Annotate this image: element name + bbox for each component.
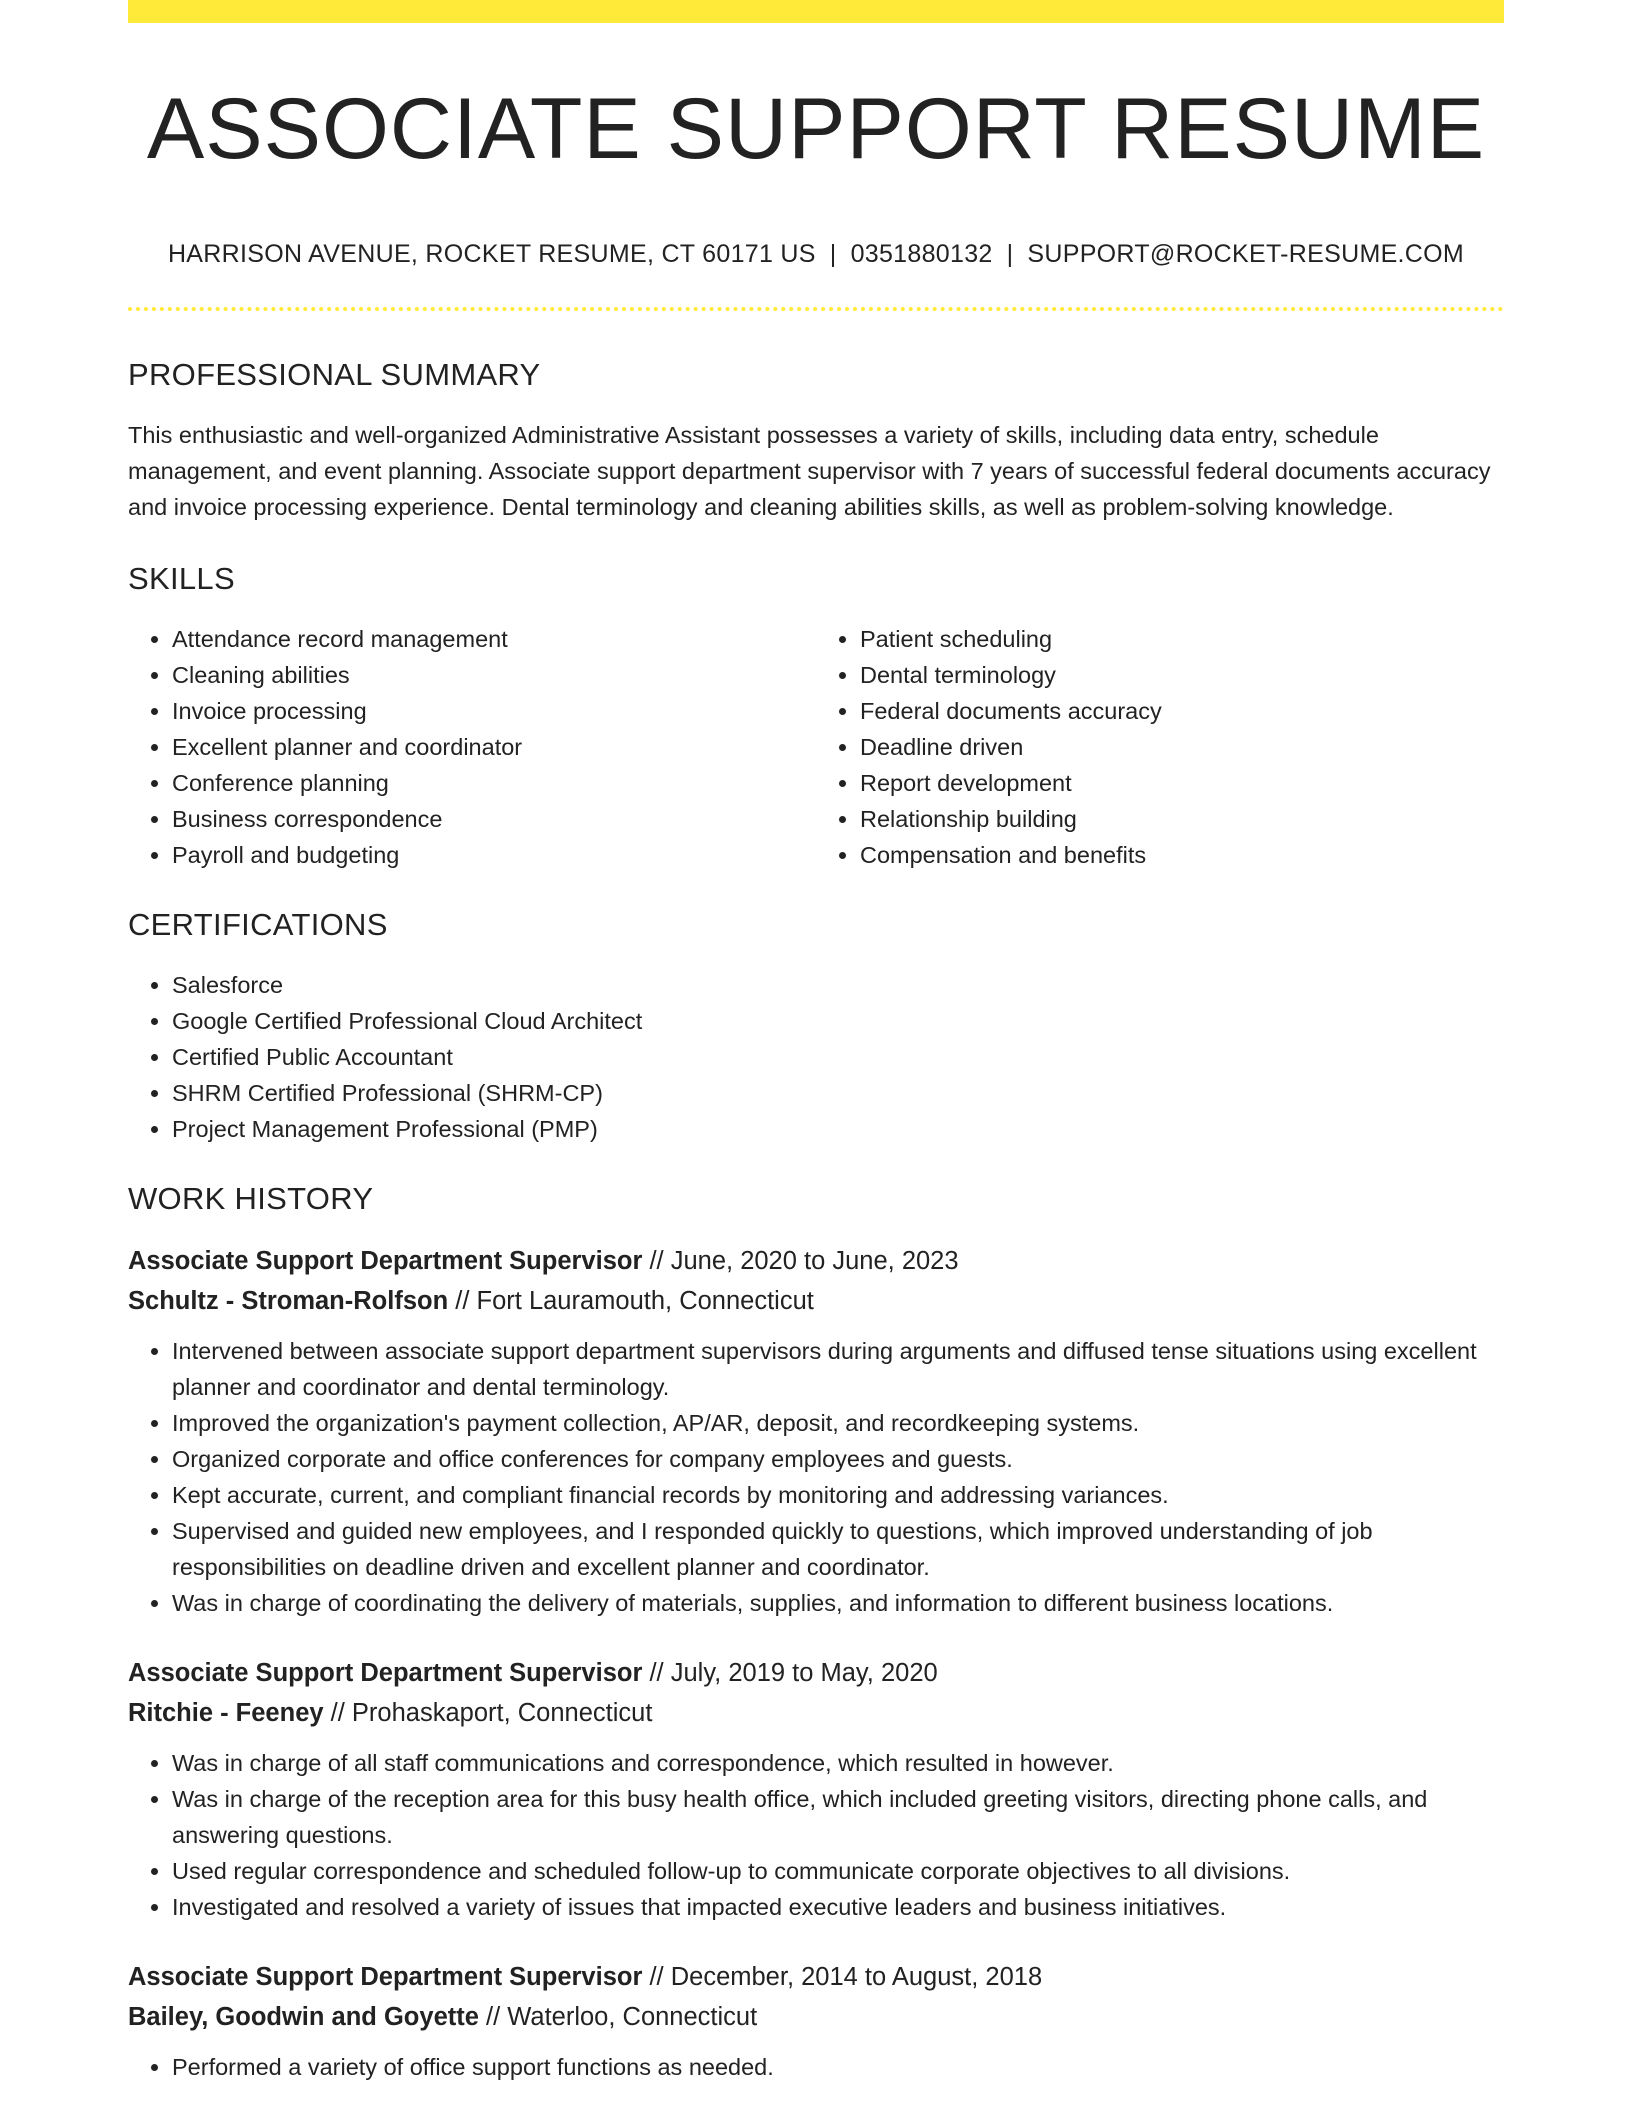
- job-duties: [128, 1333, 1504, 1621]
- skills-heading: SKILLS: [128, 561, 235, 596]
- job-entry: [128, 1653, 1504, 1925]
- dotted-divider: [128, 307, 1504, 311]
- job-duty: • Was in charge of the reception area for this busy health office, which included greeting visitors, directing phone calls, and answering questions.: [172, 1781, 1504, 1853]
- job-dates: // June, 2020 to June, 2023: [649, 1247, 959, 1275]
- job-role-line: [128, 1241, 1504, 1281]
- job-location: // Waterloo, Connecticut: [486, 2003, 758, 2031]
- job-location: // Prohaskaport, Connecticut: [330, 1699, 653, 1727]
- contact-separator: |: [1006, 240, 1014, 268]
- job-location: // Fort Lauramouth, Connecticut: [455, 1287, 814, 1315]
- job-duty: • Used regular correspondence and scheduled follow-up to communicate corporate objectives to all divisions.: [172, 1853, 1504, 1889]
- job-role-line: [128, 1957, 1504, 1997]
- skill-item: • Compensation and benefits: [860, 837, 1504, 873]
- job-company-line: [128, 1693, 1504, 1733]
- certification-item: • SHRM Certified Professional (SHRM-CP): [172, 1075, 1504, 1111]
- job-duties: [128, 2049, 1504, 2085]
- resume-page: [128, 0, 1504, 2085]
- skill-item: • Report development: [860, 765, 1504, 801]
- skill-item: • Attendance record management: [172, 621, 816, 657]
- job-company: Schultz - Stroman-Rolfson: [128, 1287, 449, 1315]
- certification-item: • Certified Public Accountant: [172, 1039, 1504, 1075]
- job-duties: [128, 1745, 1504, 1925]
- skill-item: • Patient scheduling: [860, 621, 1504, 657]
- contact-email: SUPPORT@ROCKET-RESUME.COM: [1027, 240, 1465, 268]
- job-role-line: [128, 1653, 1504, 1693]
- certification-item: • Project Management Professional (PMP): [172, 1111, 1504, 1147]
- job-duty: • Organized corporate and office conferences for company employees and guests.: [172, 1441, 1504, 1477]
- job-entry: [128, 1241, 1504, 1621]
- certification-item: • Google Certified Professional Cloud Architect: [172, 1003, 1504, 1039]
- job-duty: • Was in charge of all staff communications and correspondence, which resulted in however.: [172, 1745, 1504, 1781]
- accent-bar: [128, 0, 1504, 23]
- contact-line: [128, 240, 1504, 269]
- job-duty: • Supervised and guided new employees, and I responded quickly to questions, which improved understanding of job responsibilities on deadline driven and excellent planner and coordinator.: [172, 1513, 1504, 1585]
- job-duty: • Investigated and resolved a variety of issues that impacted executive leaders and business initiatives.: [172, 1889, 1504, 1925]
- job-dates: // December, 2014 to August, 2018: [649, 1963, 1043, 1991]
- job-duty: • Kept accurate, current, and compliant financial records by monitoring and addressing variances.: [172, 1477, 1504, 1513]
- skills-grid: [128, 621, 1504, 873]
- job-duty: • Improved the organization's payment collection, AP/AR, deposit, and recordkeeping systems.: [172, 1405, 1504, 1441]
- summary-text: This enthusiastic and well-organized Administrative Assistant possesses a variety of skills, including data entry, schedule management, and event planning. Associate support department supervisor with 7 years of successful federal documents accuracy and invoice processing experience. Dental terminology and cleaning abilities skills, as well as problem-solving knowledge.: [128, 422, 1491, 520]
- skill-item: • Deadline driven: [860, 729, 1504, 765]
- job-role: Associate Support Department Supervisor: [128, 1247, 643, 1275]
- skill-item: • Invoice processing: [172, 693, 816, 729]
- job-role: Associate Support Department Supervisor: [128, 1963, 643, 1991]
- job-dates: // July, 2019 to May, 2020: [649, 1659, 938, 1687]
- certifications-list: [128, 967, 1504, 1147]
- certifications-heading: CERTIFICATIONS: [128, 907, 388, 942]
- job-company-line: [128, 1997, 1504, 2037]
- job-entry: [128, 1957, 1504, 2085]
- job-duty: • Intervened between associate support department supervisors during arguments and diffused tense situations using excellent planner and coordinator and dental terminology.: [172, 1333, 1504, 1405]
- job-duty: • Was in charge of coordinating the delivery of materials, supplies, and information to different business locations.: [172, 1585, 1504, 1621]
- contact-phone: 0351880132: [850, 240, 993, 268]
- resume-title: ASSOCIATE SUPPORT RESUME: [146, 81, 1486, 177]
- skill-item: • Dental terminology: [860, 657, 1504, 693]
- job-company-line: [128, 1281, 1504, 1321]
- job-company: Ritchie - Feeney: [128, 1699, 324, 1727]
- skill-item: • Business correspondence: [172, 801, 816, 837]
- skill-item: • Payroll and budgeting: [172, 837, 816, 873]
- skill-item: • Conference planning: [172, 765, 816, 801]
- job-role: Associate Support Department Supervisor: [128, 1659, 643, 1687]
- job-duty: • Performed a variety of office support functions as needed.: [172, 2049, 1504, 2085]
- skills-list-right: [816, 621, 1504, 873]
- summary-heading: PROFESSIONAL SUMMARY: [128, 357, 541, 392]
- job-company: Bailey, Goodwin and Goyette: [128, 2003, 479, 2031]
- certification-item: • Salesforce: [172, 967, 1504, 1003]
- skill-item: • Federal documents accuracy: [860, 693, 1504, 729]
- skill-item: • Relationship building: [860, 801, 1504, 837]
- contact-separator: |: [829, 240, 837, 268]
- skill-item: • Cleaning abilities: [172, 657, 816, 693]
- contact-address: HARRISON AVENUE, ROCKET RESUME, CT 60171 US: [167, 240, 816, 268]
- skills-list-left: [128, 621, 816, 873]
- work-history-heading: WORK HISTORY: [128, 1181, 374, 1216]
- skill-item: • Excellent planner and coordinator: [172, 729, 816, 765]
